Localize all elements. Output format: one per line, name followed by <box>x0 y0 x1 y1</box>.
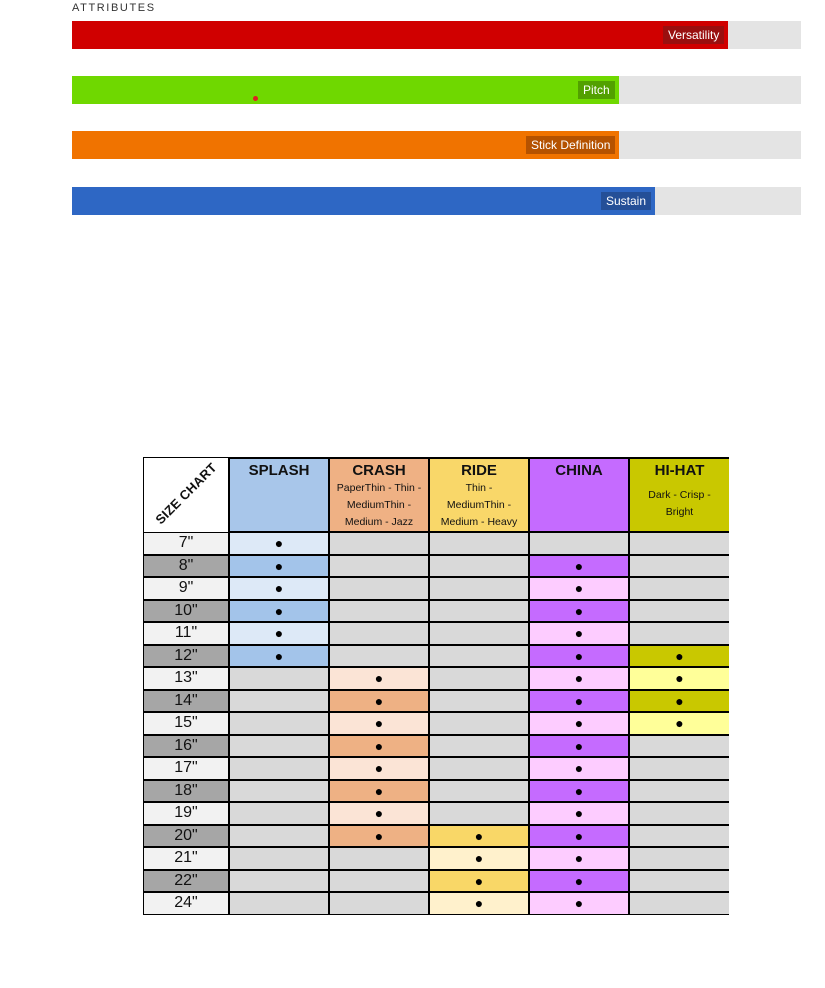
cell-china <box>530 691 628 712</box>
bar-track-sustain <box>72 187 801 215</box>
cell-hi-hat <box>630 533 729 554</box>
cell-splash <box>230 871 328 892</box>
availability-dot: ● <box>574 557 584 574</box>
size-cell: 8" <box>144 556 228 577</box>
cell-hi-hat <box>630 893 729 914</box>
availability-dot: ● <box>574 670 584 687</box>
cell-ride <box>430 826 528 847</box>
cell-crash <box>330 736 428 757</box>
availability-dot: ● <box>374 805 384 822</box>
availability-dot: ● <box>374 670 384 687</box>
size-cell: 13" <box>144 668 228 689</box>
cell-china <box>530 848 628 869</box>
size-cell: 19" <box>144 803 228 824</box>
cell-crash <box>330 826 428 847</box>
cell-hi-hat <box>630 578 729 599</box>
cell-splash <box>230 646 328 667</box>
header-ride <box>430 459 528 531</box>
cell-splash <box>230 623 328 644</box>
header-title-ride: RIDE <box>461 462 497 479</box>
availability-dot: ● <box>274 602 284 619</box>
cell-splash <box>230 826 328 847</box>
availability-dot: ● <box>374 827 384 844</box>
size-cell: 15" <box>144 713 228 734</box>
size-cell: 16" <box>144 736 228 757</box>
cell-china <box>530 758 628 779</box>
header-title-hi-hat: HI-HAT <box>654 462 705 479</box>
cell-hi-hat <box>630 556 729 577</box>
bar-label-pitch: Pitch <box>578 81 615 99</box>
availability-dot: ● <box>574 760 584 777</box>
cell-china <box>530 826 628 847</box>
cell-ride <box>430 893 528 914</box>
availability-dot: ● <box>574 850 584 867</box>
header-crash <box>330 459 428 531</box>
size-cell: 14" <box>144 691 228 712</box>
cell-crash <box>330 646 428 667</box>
cell-ride <box>430 848 528 869</box>
availability-dot: ● <box>574 625 584 642</box>
availability-dot: ● <box>274 557 284 574</box>
marker-dot <box>253 96 258 101</box>
size-cell: 17" <box>144 758 228 779</box>
size-cell: 21" <box>144 848 228 869</box>
cell-hi-hat <box>630 758 729 779</box>
cell-crash <box>330 758 428 779</box>
bar-fill-sustain <box>72 187 655 215</box>
cell-ride <box>430 803 528 824</box>
cell-hi-hat <box>630 713 729 734</box>
cell-china <box>530 803 628 824</box>
cell-china <box>530 893 628 914</box>
size-cell: 11" <box>144 623 228 644</box>
cell-splash <box>230 556 328 577</box>
size-cell: 9" <box>144 578 228 599</box>
cell-splash <box>230 758 328 779</box>
availability-dot: ● <box>574 805 584 822</box>
cell-crash <box>330 781 428 802</box>
availability-dot: ● <box>374 760 384 777</box>
cell-hi-hat <box>630 668 729 689</box>
size-cell: 10" <box>144 601 228 622</box>
cell-china <box>530 556 628 577</box>
availability-dot: ● <box>574 647 584 664</box>
cell-splash <box>230 803 328 824</box>
cell-crash <box>330 533 428 554</box>
availability-dot: ● <box>574 737 584 754</box>
cell-china <box>530 781 628 802</box>
availability-dot: ● <box>574 827 584 844</box>
availability-dot: ● <box>574 580 584 597</box>
bar-track-stick-definition <box>72 131 801 159</box>
cell-ride <box>430 601 528 622</box>
cell-hi-hat <box>630 826 729 847</box>
cell-splash <box>230 691 328 712</box>
cell-ride <box>430 758 528 779</box>
cell-crash <box>330 601 428 622</box>
size-cell: 20" <box>144 826 228 847</box>
availability-dot: ● <box>374 782 384 799</box>
cell-china <box>530 646 628 667</box>
cell-hi-hat <box>630 623 729 644</box>
bar-fill-pitch <box>72 76 619 104</box>
cell-splash <box>230 668 328 689</box>
cell-china <box>530 601 628 622</box>
cell-ride <box>430 781 528 802</box>
availability-dot: ● <box>574 715 584 732</box>
header-title-china: CHINA <box>555 462 603 479</box>
availability-dot: ● <box>474 827 484 844</box>
cell-crash <box>330 668 428 689</box>
cell-china <box>530 668 628 689</box>
availability-dot: ● <box>574 872 584 889</box>
cell-hi-hat <box>630 646 729 667</box>
availability-dot: ● <box>675 670 684 687</box>
cell-ride <box>430 623 528 644</box>
header-title-crash: CRASH <box>352 462 406 479</box>
cell-crash <box>330 893 428 914</box>
bar-label-sustain: Sustain <box>601 192 651 210</box>
bar-label-versatility: Versatility <box>663 26 724 44</box>
cell-crash <box>330 713 428 734</box>
cell-ride <box>430 871 528 892</box>
availability-dot: ● <box>675 647 684 664</box>
header-title-splash: SPLASH <box>248 462 310 479</box>
availability-dot: ● <box>374 737 384 754</box>
cell-hi-hat <box>630 803 729 824</box>
header-hi-hat <box>630 459 729 531</box>
cell-crash <box>330 871 428 892</box>
bar-fill-versatility <box>72 21 728 49</box>
header-sub-hi-hat-1: Bright <box>665 506 694 518</box>
cell-splash <box>230 713 328 734</box>
cell-china <box>530 533 628 554</box>
availability-dot: ● <box>574 895 584 912</box>
availability-dot: ● <box>374 692 384 709</box>
cell-china <box>530 736 628 757</box>
cell-splash <box>230 736 328 757</box>
cell-hi-hat <box>630 736 729 757</box>
size-cell: 24" <box>144 893 228 914</box>
availability-dot: ● <box>274 535 284 552</box>
cell-crash <box>330 623 428 644</box>
availability-dot: ● <box>675 715 684 732</box>
header-splash <box>230 459 328 531</box>
bar-label-stick-definition: Stick Definition <box>526 136 615 154</box>
size-cell: 22" <box>144 871 228 892</box>
cell-hi-hat <box>630 781 729 802</box>
cell-ride <box>430 533 528 554</box>
cell-crash <box>330 691 428 712</box>
cell-splash <box>230 781 328 802</box>
cell-crash <box>330 578 428 599</box>
cell-ride <box>430 646 528 667</box>
availability-dot: ● <box>675 692 684 709</box>
cell-hi-hat <box>630 871 729 892</box>
availability-dot: ● <box>274 647 284 664</box>
cell-ride <box>430 691 528 712</box>
cell-crash <box>330 803 428 824</box>
header-sub-ride-2: Medium - Heavy <box>440 516 518 528</box>
cell-crash <box>330 848 428 869</box>
size-chart-label: SIZE CHART <box>152 459 220 528</box>
cell-ride <box>430 713 528 734</box>
size-cell: 12" <box>144 646 228 667</box>
size-cell: 7" <box>144 533 228 554</box>
cell-china <box>530 713 628 734</box>
availability-dot: ● <box>474 872 484 889</box>
availability-dot: ● <box>474 850 484 867</box>
header-sub-crash-0: PaperThin - Thin - <box>336 482 422 494</box>
cell-ride <box>430 556 528 577</box>
cell-splash <box>230 533 328 554</box>
size-cell: 18" <box>144 781 228 802</box>
cell-splash <box>230 601 328 622</box>
cell-ride <box>430 668 528 689</box>
header-china <box>530 459 628 531</box>
availability-dot: ● <box>574 602 584 619</box>
header-sub-ride-1: MediumThin - <box>446 499 512 511</box>
cell-hi-hat <box>630 601 729 622</box>
cell-china <box>530 623 628 644</box>
availability-dot: ● <box>274 580 284 597</box>
cell-china <box>530 871 628 892</box>
availability-dot: ● <box>274 625 284 642</box>
cell-hi-hat <box>630 848 729 869</box>
cell-splash <box>230 848 328 869</box>
cell-splash <box>230 578 328 599</box>
header-sub-crash-1: MediumThin - <box>346 499 412 511</box>
cell-hi-hat <box>630 691 729 712</box>
cell-china <box>530 578 628 599</box>
availability-dot: ● <box>474 895 484 912</box>
header-sub-ride-0: Thin - <box>465 482 493 494</box>
cell-ride <box>430 736 528 757</box>
bar-track-versatility <box>72 21 801 49</box>
cymbal-size-chart <box>143 457 729 915</box>
availability-dot: ● <box>374 715 384 732</box>
availability-dot: ● <box>574 782 584 799</box>
availability-dot: ● <box>574 692 584 709</box>
cell-crash <box>330 556 428 577</box>
size-chart-corner <box>144 458 228 532</box>
attributes-title: ATTRIBUTES <box>72 2 156 14</box>
header-sub-crash-2: Medium - Jazz <box>344 516 414 528</box>
cell-splash <box>230 893 328 914</box>
cell-ride <box>430 578 528 599</box>
header-sub-hi-hat-0: Dark - Crisp - <box>648 489 711 501</box>
bar-track-pitch <box>72 76 801 104</box>
